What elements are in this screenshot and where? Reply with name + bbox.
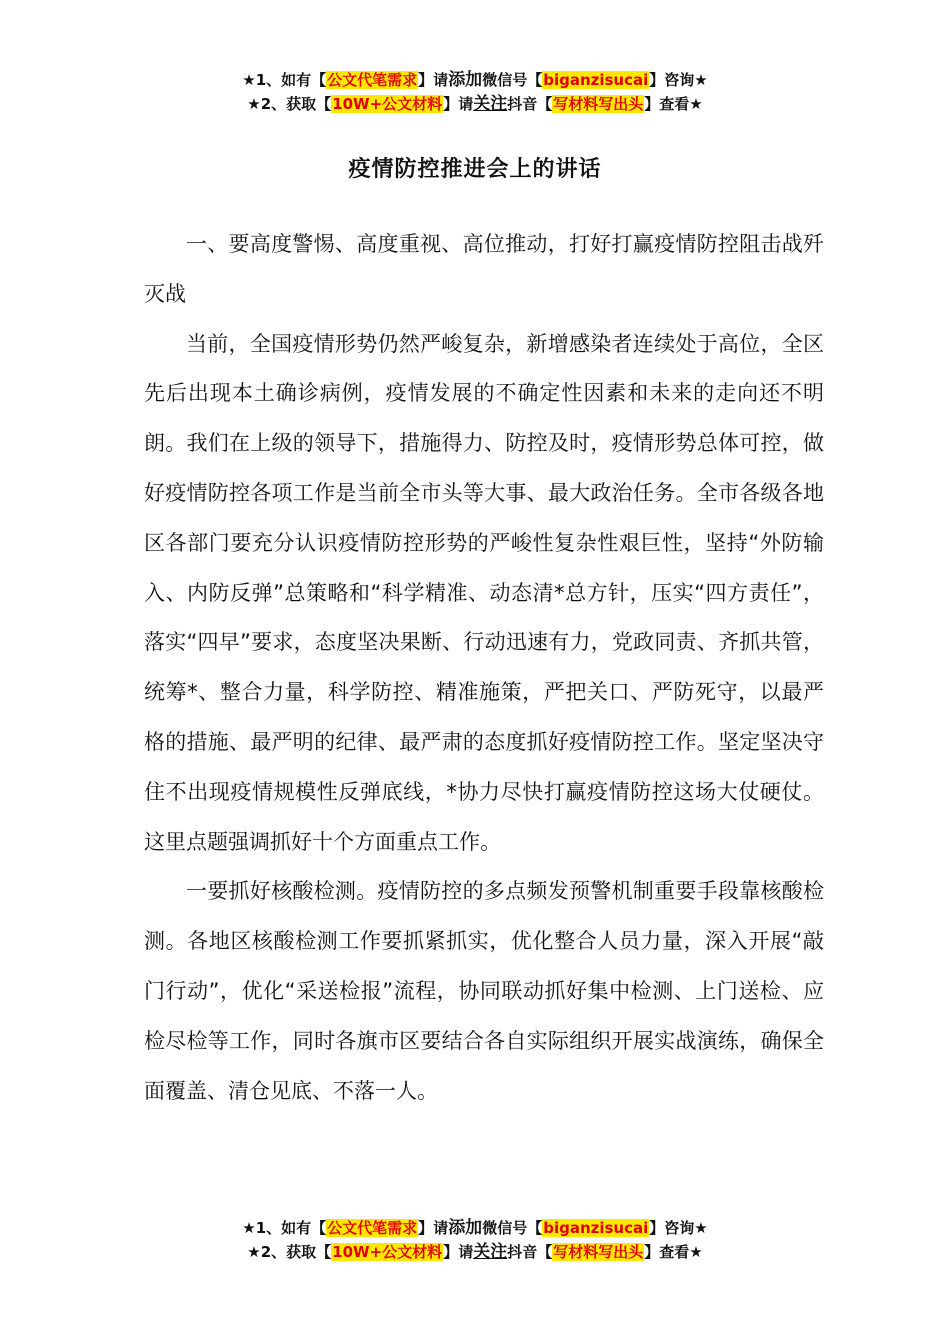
banner-text: ★1、如有【 bbox=[242, 1219, 327, 1237]
banner-text: 微信号【 bbox=[482, 1219, 543, 1237]
highlight-tag: 10W+公文材料 bbox=[332, 95, 443, 113]
paragraph: 一要抓好核酸检测。疫情防控的多点频发预警机制重要手段靠核酸检测。各地区核酸检测工作要抓紧抓实，优化整合人员力量，深入开展“敲门行动”，优化“采送检报”流程，协同联动抓好集中检测、上门送检、应检尽检等工作，同时各旗市区要结合各自实际组织开展实战演练，确保全面覆盖、清仓见底、不落一人。 bbox=[144, 879, 824, 1103]
emphasis-text: 添加 bbox=[448, 1218, 483, 1238]
section-heading: 一、要高度警惕、高度重视、高位推动，打好打赢疫情防控阻击战歼灭战 bbox=[144, 232, 824, 306]
emphasis-text: 添加 bbox=[448, 70, 483, 90]
banner-line-2 bbox=[0, 92, 950, 116]
banner-line-1 bbox=[0, 68, 950, 92]
highlight-tag: 公文代笔需求 bbox=[327, 71, 418, 89]
wechat-id: biganzisucai bbox=[543, 71, 649, 89]
banner-text: 】请 bbox=[418, 1219, 449, 1237]
footer-banner bbox=[0, 1216, 950, 1264]
banner-text: 】请 bbox=[443, 95, 474, 113]
emphasis-text: 关注 bbox=[473, 1242, 508, 1262]
douyin-id: 写材料写出头 bbox=[553, 95, 644, 113]
banner-text: ★2、获取【 bbox=[247, 1243, 332, 1261]
document-title: 疫情防控推进会上的讲话 bbox=[348, 157, 602, 182]
douyin-id: 写材料写出头 bbox=[553, 1243, 644, 1261]
header-banner bbox=[0, 68, 950, 116]
banner-text: 】查看★ bbox=[644, 1243, 703, 1261]
emphasis-text: 关注 bbox=[473, 94, 508, 114]
banner-text: 】咨询★ bbox=[649, 71, 708, 89]
banner-line-1 bbox=[0, 1216, 950, 1240]
banner-text: 】查看★ bbox=[644, 95, 703, 113]
banner-text: 抖音【 bbox=[507, 95, 553, 113]
highlight-tag: 10W+公文材料 bbox=[332, 1243, 443, 1261]
banner-text: ★2、获取【 bbox=[247, 95, 332, 113]
banner-text: 】请 bbox=[443, 1243, 474, 1261]
wechat-id: biganzisucai bbox=[543, 1219, 649, 1237]
banner-text: 】请 bbox=[418, 71, 449, 89]
paragraph: 当前，全国疫情形势仍然严峻复杂，新增感染者连续处于高位，全区先后出现本土确诊病例，疫情发展的不确定性因素和未来的走向还不明朗。我们在上级的领导下，措施得力、防控及时，疫情形势总体可控，做好疫情防控各项工作是当前全市头等大事、最大政治任务。全市各级各地区各部门要充分认识疫情防控形势的严峻性复杂性艰巨性，坚持“外防输入、内防反弹”总策略和“科学精准、动态清*总方针，压实“四方责任”，落实“四早”要求，态度坚决果断、行动迅速有力，党政同责、齐抓共管，统筹*、整合力量，科学防控、精准施策，严把关口、严防死守，以最严格的措施、最严明的纪律、最严肃的态度抓好疫情防控工作。坚定坚决守住不出现疫情规模性反弹底线，*协力尽快打赢疫情防控这场大仗硬仗。这里点题强调抓好十个方面重点工作。 bbox=[144, 331, 824, 854]
banner-text: 抖音【 bbox=[507, 1243, 553, 1261]
document-body bbox=[144, 220, 824, 1116]
banner-text: 】咨询★ bbox=[649, 1219, 708, 1237]
banner-line-2 bbox=[0, 1240, 950, 1264]
banner-text: 微信号【 bbox=[482, 71, 543, 89]
highlight-tag: 公文代笔需求 bbox=[327, 1219, 418, 1237]
banner-text: ★1、如有【 bbox=[242, 71, 327, 89]
